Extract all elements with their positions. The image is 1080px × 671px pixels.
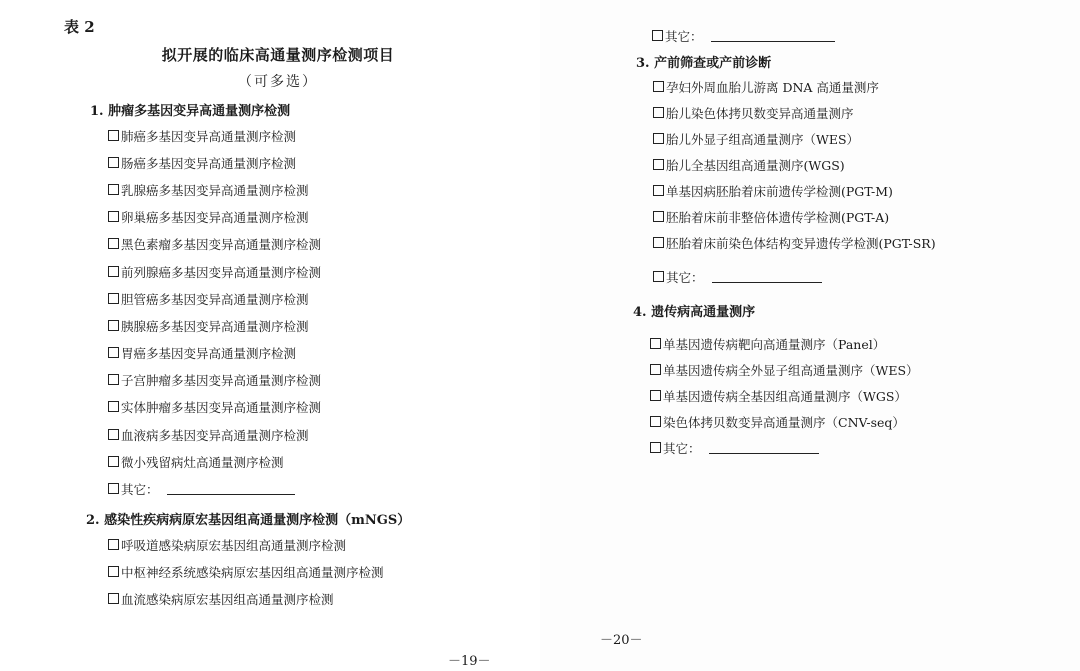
- checkbox-item[interactable]: 胎儿全基因组高通量测序(WGS): [653, 156, 845, 174]
- checkbox-icon[interactable]: [108, 347, 119, 358]
- checkbox-icon[interactable]: [650, 364, 661, 375]
- checkbox-item[interactable]: 实体肿瘤多基因变异高通量测序检测: [108, 398, 321, 416]
- checkbox-item[interactable]: 单基因遗传病靶向高通量测序（Panel）: [650, 335, 885, 353]
- page-number: －20－: [600, 633, 643, 648]
- checkbox-item[interactable]: 子宫肿瘤多基因变异高通量测序检测: [108, 371, 321, 389]
- fill-in-blank[interactable]: [711, 30, 835, 42]
- checkbox-item[interactable]: 孕妇外周血胎儿游离 DNA 高通量测序: [653, 78, 879, 96]
- checkbox-icon[interactable]: [108, 293, 119, 304]
- document-subtitle: （可多选）: [238, 74, 318, 90]
- document-title: 拟开展的临床高通量测序检测项目: [161, 46, 395, 64]
- checkbox-item[interactable]: 染色体拷贝数变异高通量测序（CNV-seq）: [650, 413, 905, 431]
- checkbox-icon[interactable]: [653, 185, 664, 196]
- checkbox-item[interactable]: 呼吸道感染病原宏基因组高通量测序检测: [108, 536, 346, 554]
- checkbox-item[interactable]: 黑色素瘤多基因变异高通量测序检测: [108, 235, 321, 253]
- other-checkbox-item[interactable]: 其它：: [652, 27, 835, 45]
- checkbox-icon[interactable]: [650, 442, 661, 453]
- checkbox-item[interactable]: 微小残留病灶高通量测序检测: [108, 453, 284, 471]
- checkbox-item[interactable]: 肺癌多基因变异高通量测序检测: [108, 127, 296, 145]
- checkbox-icon[interactable]: [108, 374, 119, 385]
- other-checkbox-item[interactable]: 其它：: [108, 480, 295, 498]
- table-label: 表 2: [64, 18, 95, 36]
- checkbox-icon[interactable]: [653, 107, 664, 118]
- checkbox-icon[interactable]: [108, 157, 119, 168]
- checkbox-item[interactable]: 前列腺癌多基因变异高通量测序检测: [108, 263, 321, 281]
- checkbox-icon[interactable]: [653, 133, 664, 144]
- checkbox-item[interactable]: 乳腺癌多基因变异高通量测序检测: [108, 181, 309, 199]
- checkbox-icon[interactable]: [650, 338, 661, 349]
- section-heading-4: 4. 遗传病高通量测序: [633, 305, 756, 320]
- fill-in-blank[interactable]: [712, 271, 822, 283]
- other-checkbox-item[interactable]: 其它：: [653, 268, 822, 286]
- other-checkbox-item[interactable]: 其它：: [650, 439, 819, 457]
- checkbox-icon[interactable]: [108, 401, 119, 412]
- checkbox-icon[interactable]: [108, 593, 119, 604]
- checkbox-item[interactable]: 血流感染病原宏基因组高通量测序检测: [108, 590, 334, 608]
- fill-in-blank[interactable]: [167, 483, 295, 495]
- section-heading-1: 1. 肿瘤多基因变异高通量测序检测: [90, 104, 291, 119]
- checkbox-icon[interactable]: [650, 390, 661, 401]
- checkbox-item[interactable]: 胚胎着床前染色体结构变异遗传学检测(PGT-SR): [653, 234, 936, 252]
- checkbox-item[interactable]: 单基因病胚胎着床前遗传学检测(PGT-M): [653, 182, 893, 200]
- checkbox-icon[interactable]: [108, 238, 119, 249]
- page-number: －19－: [448, 654, 491, 669]
- checkbox-item[interactable]: 卵巢癌多基因变异高通量测序检测: [108, 208, 309, 226]
- checkbox-item[interactable]: 胰腺癌多基因变异高通量测序检测: [108, 317, 309, 335]
- checkbox-icon[interactable]: [108, 456, 119, 467]
- checkbox-item[interactable]: 中枢神经系统感染病原宏基因组高通量测序检测: [108, 563, 384, 581]
- fill-in-blank[interactable]: [709, 442, 819, 454]
- checkbox-icon[interactable]: [108, 539, 119, 550]
- checkbox-item[interactable]: 血液病多基因变异高通量测序检测: [108, 426, 309, 444]
- checkbox-icon[interactable]: [108, 130, 119, 141]
- checkbox-item[interactable]: 单基因遗传病全外显子组高通量测序（WES）: [650, 361, 919, 379]
- checkbox-icon[interactable]: [108, 429, 119, 440]
- checkbox-icon[interactable]: [653, 211, 664, 222]
- checkbox-icon[interactable]: [108, 320, 119, 331]
- checkbox-icon[interactable]: [653, 159, 664, 170]
- checkbox-icon[interactable]: [650, 416, 661, 427]
- checkbox-item[interactable]: 胃癌多基因变异高通量测序检测: [108, 344, 296, 362]
- checkbox-icon[interactable]: [108, 184, 119, 195]
- checkbox-icon[interactable]: [108, 211, 119, 222]
- checkbox-item[interactable]: 胎儿染色体拷贝数变异高通量测序: [653, 104, 854, 122]
- checkbox-item[interactable]: 肠癌多基因变异高通量测序检测: [108, 154, 296, 172]
- checkbox-item[interactable]: 胆管癌多基因变异高通量测序检测: [108, 290, 309, 308]
- checkbox-icon[interactable]: [653, 81, 664, 92]
- checkbox-icon[interactable]: [653, 237, 664, 248]
- checkbox-icon[interactable]: [108, 566, 119, 577]
- checkbox-item[interactable]: 胚胎着床前非整倍体遗传学检测(PGT-A): [653, 208, 889, 226]
- checkbox-item[interactable]: 单基因遗传病全基因组高通量测序（WGS）: [650, 387, 907, 405]
- checkbox-icon[interactable]: [108, 266, 119, 277]
- checkbox-icon[interactable]: [652, 30, 663, 41]
- section-heading-3: 3. 产前筛查或产前诊断: [636, 56, 772, 71]
- checkbox-icon[interactable]: [108, 483, 119, 494]
- right-page: [540, 0, 1080, 671]
- checkbox-icon[interactable]: [653, 271, 664, 282]
- section-heading-2: 2. 感染性疾病病原宏基因组高通量测序检测（mNGS）: [86, 513, 411, 528]
- checkbox-item[interactable]: 胎儿外显子组高通量测序（WES）: [653, 130, 859, 148]
